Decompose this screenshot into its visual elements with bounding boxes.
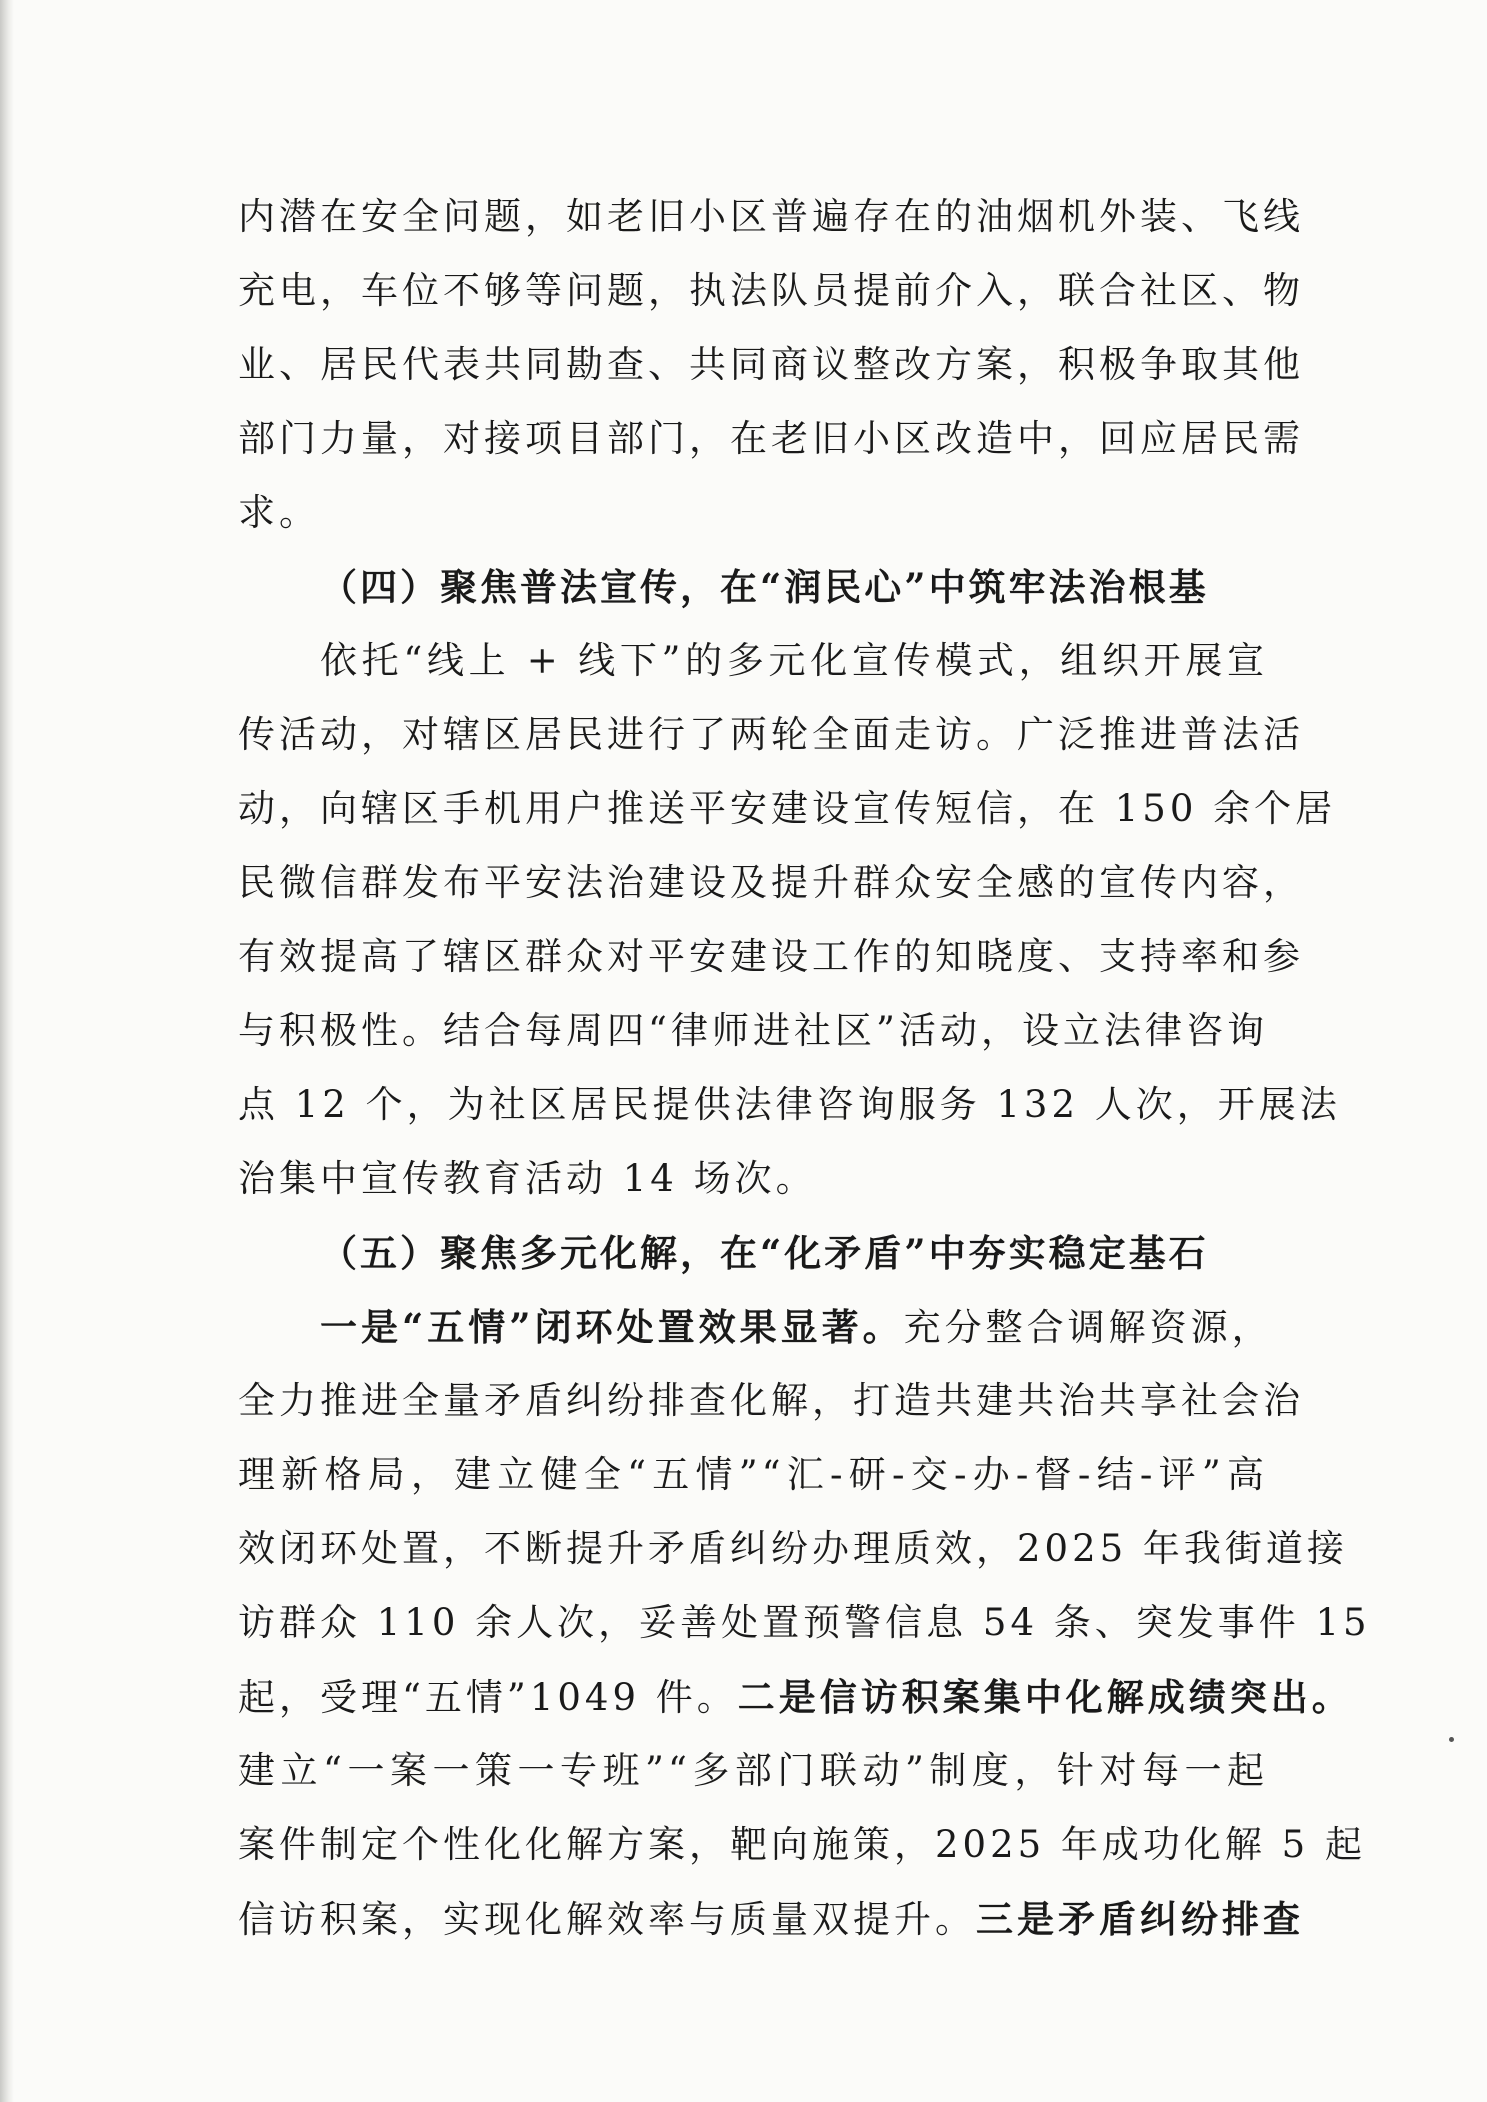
text-line xyxy=(238,1882,1304,1956)
bold-lead-phrase: 二是信访积案集中化解成绩突出。 xyxy=(737,1675,1353,1719)
section-heading-4: （四）聚焦普法宣传，在“润民心”中筑牢法治根基 xyxy=(320,565,1209,609)
text-span: 充分整合调解资源， xyxy=(903,1306,1273,1349)
text-line: 部门力量，对接项目部门，在老旧小区改造中，回应居民需 xyxy=(238,417,1304,460)
text-line: 求。 xyxy=(238,491,320,534)
text-line: 依托“线上 + 线下”的多元化宣传模式，组织开展宣 xyxy=(320,639,1268,682)
text-line: 民微信群发布平安法治建设及提升群众安全感的宣传内容， xyxy=(238,861,1304,904)
text-line: 有效提高了辖区群众对平安建设工作的知晓度、支持率和参 xyxy=(238,935,1304,978)
text-line xyxy=(238,1660,1353,1734)
text-span: 起，受理“五情”1049 件。 xyxy=(238,1676,738,1719)
scan-speck xyxy=(1449,1737,1454,1742)
text-line: 业、居民代表共同勘查、共同商议整改方案，积极争取其他 xyxy=(238,343,1304,386)
section-heading-5: （五）聚焦多元化解，在“化矛盾”中夯实稳定基石 xyxy=(320,1231,1209,1275)
text-line xyxy=(238,1290,1273,1364)
bold-lead-phrase: 一是“五情”闭环处置效果显著。 xyxy=(320,1305,904,1349)
text-line: 全力推进全量矛盾纠纷排查化解，打造共建共治共享社会治 xyxy=(238,1379,1304,1422)
text-line: 充电，车位不够等问题，执法队员提前介入，联合社区、物 xyxy=(238,269,1304,312)
document-page xyxy=(238,180,1371,1956)
text-line: 传活动，对辖区居民进行了两轮全面走访。广泛推进普法活 xyxy=(238,713,1304,756)
text-line: 建立“一案一策一专班”“多部门联动”制度，针对每一起 xyxy=(238,1749,1268,1792)
text-line: 内潜在安全问题，如老旧小区普遍存在的油烟机外装、飞线 xyxy=(238,195,1304,238)
text-line: 点 12 个，为社区居民提供法律咨询服务 132 人次，开展法 xyxy=(238,1083,1341,1126)
text-span: 信访积案，实现化解效率与质量双提升。 xyxy=(238,1898,976,1941)
scan-left-edge-shadow xyxy=(0,0,14,2102)
text-line: 案件制定个性化化解方案，靶向施策，2025 年成功化解 5 起 xyxy=(238,1823,1366,1866)
text-line: 治集中宣传教育活动 14 场次。 xyxy=(238,1157,817,1200)
text-line: 与积极性。结合每周四“律师进社区”活动，设立法律咨询 xyxy=(238,1009,1268,1052)
text-line: 访群众 110 余人次，妥善处置预警信息 54 条、突发事件 15 xyxy=(238,1601,1371,1644)
text-line: 理新格局，建立健全“五情”“汇-研-交-办-督-结-评”高 xyxy=(238,1453,1268,1496)
bold-lead-phrase: 三是矛盾纠纷排查 xyxy=(976,1897,1304,1941)
text-line: 动，向辖区手机用户推送平安建设宣传短信，在 150 余个居 xyxy=(238,787,1337,830)
text-line: 效闭环处置，不断提升矛盾纠纷办理质效，2025 年我街道接 xyxy=(238,1527,1348,1570)
